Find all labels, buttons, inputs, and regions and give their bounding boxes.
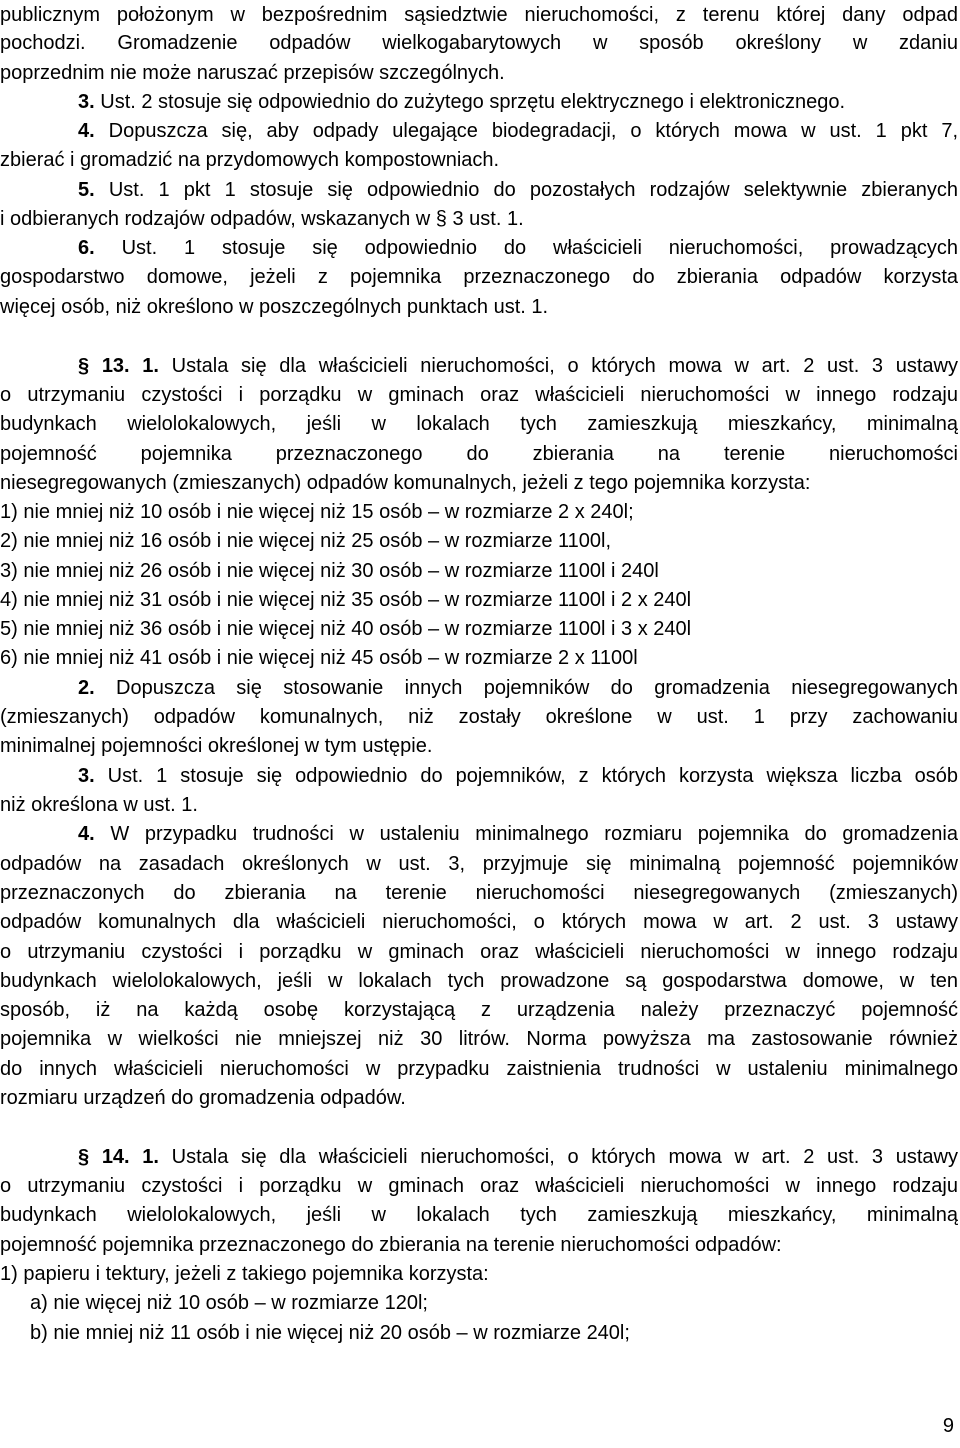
list-item: 6) nie mniej niż 41 osób i nie więcej niż 45 osób – w rozmiarze 2 x 1100l (0, 647, 638, 669)
paragraph-number: 4. (78, 120, 95, 142)
page-number: 9 (942, 1415, 954, 1437)
text-line: pojemność pojemnika przeznaczonego do zbierania na terenie nieruchomości odpadów: (0, 1234, 782, 1256)
text-line: więcej osób, niż określono w poszczególnych punktach ust. 1. (0, 296, 549, 318)
paragraph-text: Ust. 2 stosuje się odpowiednio do zużytego sprzętu elektrycznego i elektronicznego. (94, 91, 846, 113)
section-13-paragraph-3 (0, 761, 958, 791)
list-item: 3) nie mniej niż 26 osób i nie więcej niż 30 osób – w rozmiarze 1100l i 240l (0, 560, 659, 582)
paragraph-text: Dopuszcza się, aby odpady ulegające biodegradacji, o których mowa w ust. 1 pkt 7, (94, 120, 958, 142)
paragraph-number: 6. (78, 237, 95, 259)
text-line: rozmiaru urządzeń do gromadzenia odpadów. (0, 1087, 406, 1109)
text-line: niesegregowanych (zmieszanych) odpadów komunalnych, jeżeli z tego pojemnika korzysta: (0, 472, 811, 494)
section-number: § 13. 1. (78, 355, 159, 377)
list-item: 4) nie mniej niż 31 osób i nie więcej niż 35 osób – w rozmiarze 1100l i 2 x 240l (0, 589, 692, 611)
paragraph-4 (0, 116, 958, 146)
text-line: poprzednim nie może naruszać przepisów szczególnych. (0, 62, 505, 84)
section-13 (0, 351, 958, 381)
paragraph-5 (0, 175, 958, 205)
section-text: Ustala się dla właścicieli nieruchomości, o których mowa w art. 2 ust. 3 ustawy (158, 1146, 958, 1168)
text-line: o utrzymaniu czystości i porządku w gminach oraz właścicieli nieruchomości w innego rodzaju (0, 384, 958, 406)
text-line: gospodarstwo domowe, jeżeli z pojemnika przeznaczonego do zbierania odpadów korzysta (0, 266, 958, 288)
paragraph-text: W przypadku trudności w ustaleniu minimalnego rozmiaru pojemnika do gromadzenia (94, 823, 958, 845)
list-item: 5) nie mniej niż 36 osób i nie więcej niż 40 osób – w rozmiarze 1100l i 3 x 240l (0, 618, 692, 640)
text-line: zbierać i gromadzić na przydomowych kompostowniach. (0, 149, 500, 171)
section-13-paragraph-2 (0, 673, 958, 703)
paragraph-text: Ust. 1 stosuje się odpowiednio do właścicieli nieruchomości, prowadzących (94, 237, 958, 259)
list-subitem: b) nie mniej niż 11 osób i nie więcej niż 20 osób – w rozmiarze 240l; (30, 1322, 630, 1344)
text-line: minimalnej pojemności określonej w tym ustępie. (0, 735, 433, 757)
text-line: i odbieranych rodzajów odpadów, wskazanych w § 3 ust. 1. (0, 208, 524, 230)
paragraph-text: Ust. 1 pkt 1 stosuje się odpowiednio do pozostałych rodzajów selektywnie zbieranych (94, 179, 958, 201)
text-line: publicznym położonym w bezpośrednim sąsiedztwie nieruchomości, z terenu której dany odpad (0, 4, 958, 26)
list-subitem: a) nie więcej niż 10 osób – w rozmiarze 120l; (30, 1292, 428, 1314)
paragraph-number: 2. (78, 677, 95, 699)
section-number: § 14. 1. (78, 1146, 159, 1168)
paragraph-number: 3. (78, 91, 95, 113)
paragraph-number: 5. (78, 179, 95, 201)
text-line: budynkach wielolokalowych, jeśli w lokalach tych zamieszkują mieszkańcy, minimalną (0, 1204, 958, 1226)
paragraph-6 (0, 233, 958, 263)
text-line: pojemnika w wielkości nie mniejszej niż 30 litrów. Norma powyższa ma zastosowanie również (0, 1028, 958, 1050)
list-item: 1) papieru i tektury, jeżeli z takiego pojemnika korzysta: (0, 1263, 489, 1285)
text-line: pojemność pojemnika przeznaczonego do zbierania na terenie nieruchomości (0, 443, 958, 465)
list-item: 1) nie mniej niż 10 osób i nie więcej niż 15 osób – w rozmiarze 2 x 240l; (0, 501, 634, 523)
paragraph-number: 4. (78, 823, 95, 845)
paragraph-text: Ust. 1 stosuje się odpowiednio do pojemników, z których korzysta większa liczba osób (94, 765, 958, 787)
text-line: sposób, iż na każdą osobę korzystającą z urządzenia należy przeznaczyć pojemność (0, 999, 958, 1021)
text-line: pochodzi. Gromadzenie odpadów wielkogabarytowych w sposób określony w zdaniu (0, 32, 958, 54)
text-line: przeznaczonych do zbierania na terenie nieruchomości niesegregowanych (zmieszanych) (0, 882, 958, 904)
text-line: odpadów na zasadach określonych w ust. 3, przyjmuje się minimalną pojemność pojemników (0, 853, 958, 875)
text-line: budynkach wielolokalowych, jeśli w lokalach tych prowadzone są gospodarstwa domowe, w ten (0, 970, 958, 992)
paragraph-3 (0, 87, 958, 117)
text-line: niż określona w ust. 1. (0, 794, 198, 816)
paragraph-number: 3. (78, 765, 95, 787)
text-line: budynkach wielolokalowych, jeśli w lokalach tych zamieszkują mieszkańcy, minimalną (0, 413, 958, 435)
paragraph-text: Dopuszcza się stosowanie innych pojemników do gromadzenia niesegregowanych (94, 677, 958, 699)
text-line: do innych właścicieli nieruchomości w przypadku zaistnienia trudności w ustaleniu minimalnego (0, 1058, 958, 1080)
text-line: (zmieszanych) odpadów komunalnych, niż zostały określone w ust. 1 przy zachowaniu (0, 706, 958, 728)
section-14 (0, 1142, 958, 1172)
text-line: o utrzymaniu czystości i porządku w gminach oraz właścicieli nieruchomości w innego rodzaju (0, 941, 958, 963)
text-line: o utrzymaniu czystości i porządku w gminach oraz właścicieli nieruchomości w innego rodzaju (0, 1175, 958, 1197)
text-line: odpadów komunalnych dla właścicieli nieruchomości, o których mowa w art. 2 ust. 3 ustawy (0, 911, 958, 933)
section-13-paragraph-4 (0, 819, 958, 849)
list-item: 2) nie mniej niż 16 osób i nie więcej niż 25 osób – w rozmiarze 1100l, (0, 530, 612, 552)
section-text: Ustala się dla właścicieli nieruchomości, o których mowa w art. 2 ust. 3 ustawy (158, 355, 958, 377)
